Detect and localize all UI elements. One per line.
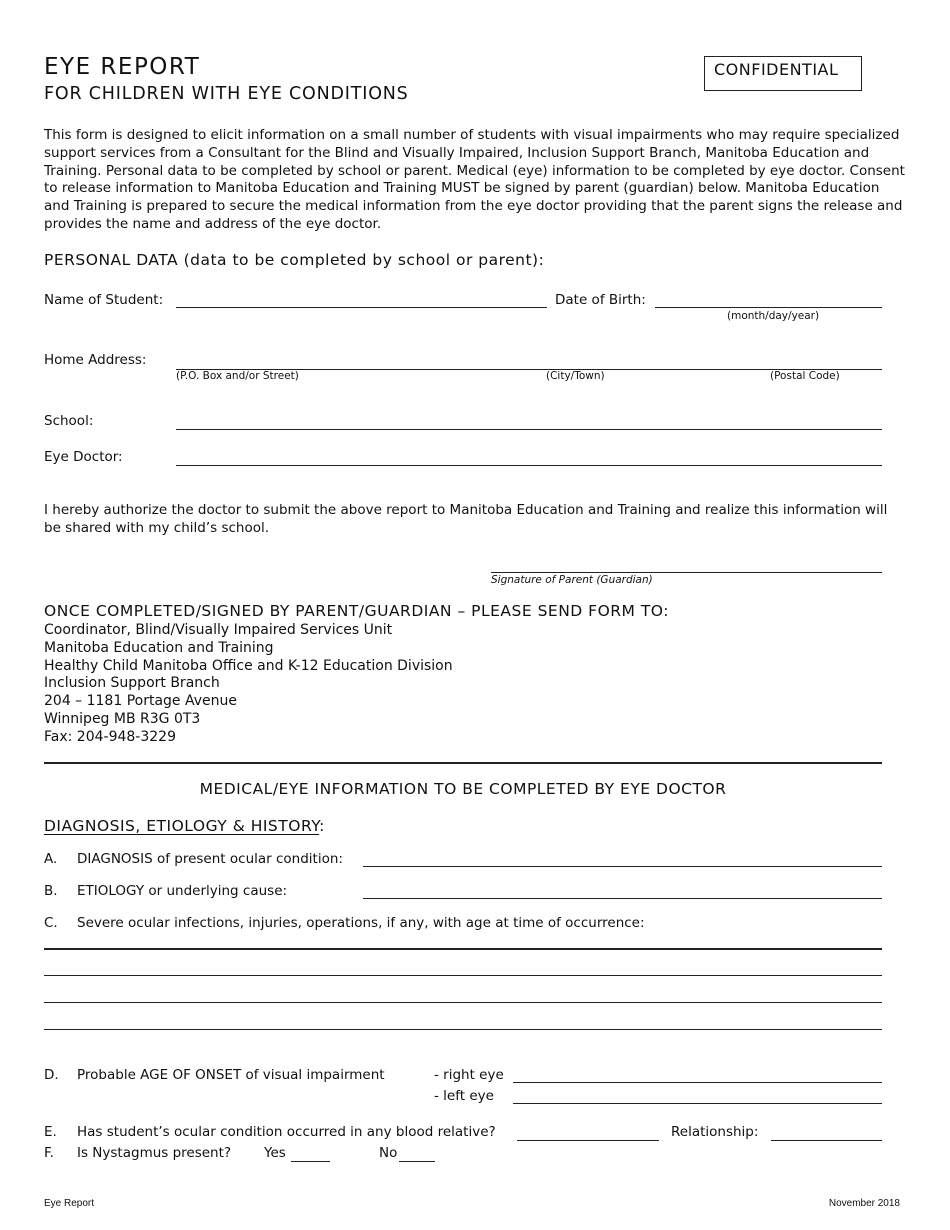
nystagmus-no-label: No — [379, 1145, 398, 1161]
ocular-history-field-2[interactable] — [44, 975, 882, 976]
date-of-birth-label: Date of Birth: — [555, 292, 646, 308]
send-form-heading: ONCE COMPLETED/SIGNED BY PARENT/GUARDIAN – PLEASE SEND FORM TO: — [44, 602, 669, 620]
home-address-label: Home Address: — [44, 352, 147, 368]
date-of-birth-field[interactable] — [655, 307, 882, 308]
personal-data-heading: PERSONAL DATA (data to be completed by school or parent): — [44, 251, 545, 269]
left-eye-onset-field[interactable] — [513, 1103, 882, 1104]
item-c-letter: C. — [44, 915, 58, 931]
ocular-history-field-3[interactable] — [44, 1002, 882, 1003]
blood-relative-label: Has student’s ocular condition occurred in any blood relative? — [77, 1124, 496, 1140]
mailing-address — [44, 622, 453, 747]
school-field[interactable] — [176, 429, 882, 430]
left-eye-label: - left eye — [434, 1088, 494, 1104]
nystagmus-label: Is Nystagmus present? — [77, 1145, 232, 1161]
section-divider — [44, 762, 882, 764]
right-eye-onset-field[interactable] — [513, 1082, 882, 1083]
confidential-badge: CONFIDENTIAL — [704, 56, 862, 91]
ocular-history-label: Severe ocular infections, injuries, operations, if any, with age at time of occurrence: — [77, 915, 645, 931]
relationship-label: Relationship: — [671, 1124, 759, 1140]
item-e-letter: E. — [44, 1124, 57, 1140]
address-line: Inclusion Support Branch — [44, 675, 220, 692]
form-subtitle: FOR CHILDREN WITH EYE CONDITIONS — [44, 84, 409, 104]
fax-number: Fax: 204-948-3229 — [44, 728, 176, 745]
item-f-letter: F. — [44, 1145, 54, 1161]
date-of-birth-hint: (month/day/year) — [727, 310, 820, 322]
school-label: School: — [44, 413, 94, 429]
diagnosis-heading — [44, 817, 325, 835]
address-line: Coordinator, Blind/Visually Impaired Services Unit — [44, 622, 393, 638]
item-a-letter: A. — [44, 851, 58, 867]
parent-signature-field[interactable] — [491, 572, 882, 573]
nystagmus-no-field[interactable] — [399, 1161, 435, 1162]
nystagmus-yes-label: Yes — [264, 1145, 286, 1161]
address-line: Healthy Child Manitoba Office and K-12 Education Division — [44, 657, 453, 674]
address-city-hint: (City/Town) — [546, 370, 605, 382]
age-of-onset-label: Probable AGE OF ONSET of visual impairment — [77, 1067, 385, 1083]
footer-document-name: Eye Report — [44, 1198, 95, 1209]
eye-doctor-label: Eye Doctor: — [44, 449, 123, 465]
medical-heading: MEDICAL/EYE INFORMATION TO BE COMPLETED BY EYE DOCTOR — [199, 780, 727, 798]
parent-signature-label: Signature of Parent (Guardian) — [491, 574, 653, 586]
blood-relative-field[interactable] — [517, 1140, 659, 1141]
diagnosis-label: DIAGNOSIS of present ocular condition: — [77, 851, 343, 867]
ocular-history-field-4[interactable] — [44, 1029, 882, 1030]
right-eye-label: - right eye — [434, 1067, 504, 1083]
name-of-student-field[interactable] — [176, 307, 547, 308]
etiology-field[interactable] — [363, 898, 882, 899]
consent-paragraph: I hereby authorize the doctor to submit the above report to Manitoba Education and Training and realize this information will be shared with my child’s school. — [44, 502, 888, 536]
address-postal-hint: (Postal Code) — [770, 370, 840, 382]
address-line: 204 – 1181 Portage Avenue — [44, 693, 237, 710]
nystagmus-yes-field[interactable] — [291, 1161, 330, 1162]
diagnosis-heading-colon: : — [319, 817, 325, 835]
name-of-student-label: Name of Student: — [44, 292, 164, 308]
diagnosis-heading-text: DIAGNOSIS, ETIOLOGY & HISTORY — [44, 817, 320, 835]
address-line: Winnipeg MB R3G 0T3 — [44, 710, 201, 727]
form-title: EYE REPORT — [44, 54, 201, 80]
etiology-label: ETIOLOGY or underlying cause: — [77, 883, 288, 899]
item-b-letter: B. — [44, 883, 58, 899]
footer-date: November 2018 — [828, 1198, 900, 1209]
eye-doctor-field[interactable] — [176, 465, 882, 466]
item-d-letter: D. — [44, 1067, 59, 1083]
ocular-history-field-1[interactable] — [44, 948, 882, 950]
intro-paragraph: This form is designed to elicit information on a small number of students with visual impairments who may require specialized support services from a Consultant for the Blind and Visually Impaired, Inclusion Support Branch, Manitoba Education and Training. Personal data to be completed by school or parent. Medical (eye) information to be completed by eye doctor. Consent to release information to Manitoba Education and Training MUST be signed by parent (guardian) below. Manitoba Education and Training is prepared to secure the medical information from the eye doctor providing that the parent signs the release and provides the name and address of the eye doctor. — [44, 127, 905, 232]
relationship-field[interactable] — [771, 1140, 882, 1141]
address-street-hint: (P.O. Box and/or Street) — [176, 370, 299, 382]
address-line: Manitoba Education and Training — [44, 639, 274, 656]
diagnosis-field[interactable] — [363, 866, 882, 867]
